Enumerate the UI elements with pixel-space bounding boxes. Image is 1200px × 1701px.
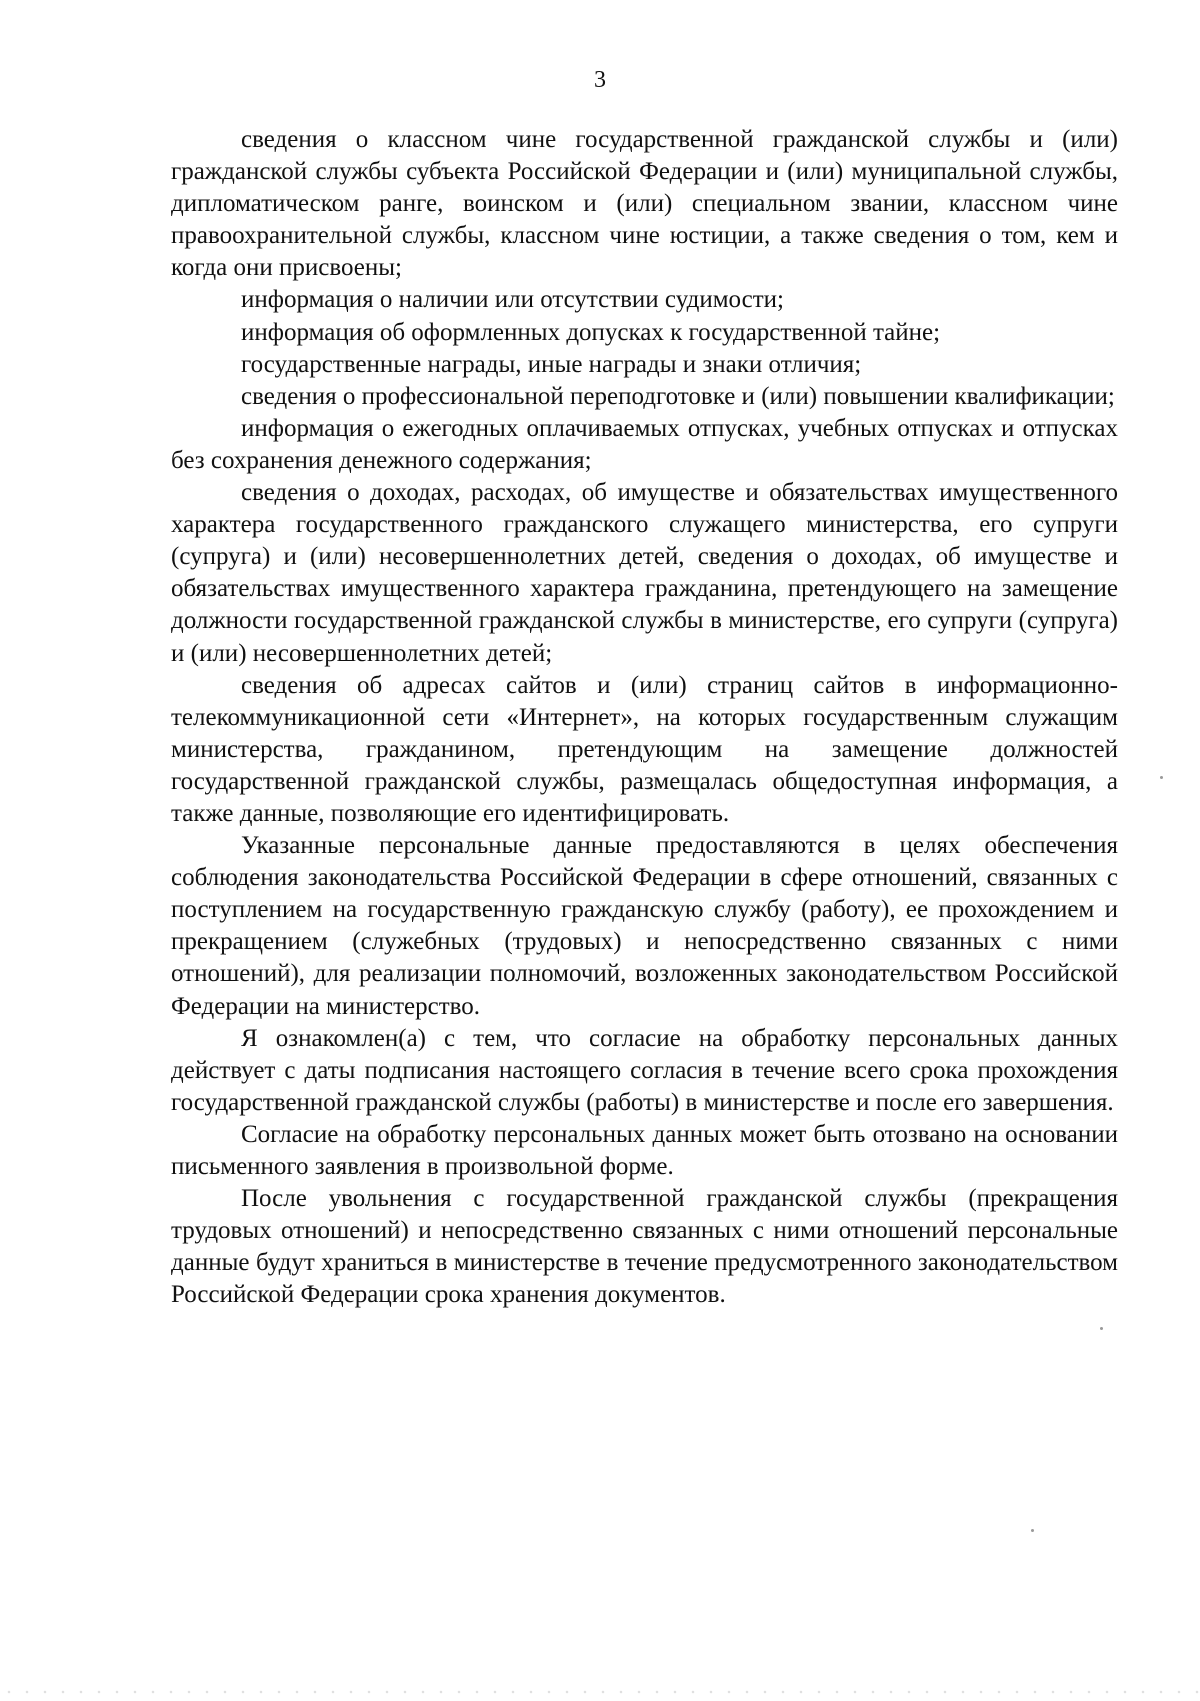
page-number: 3 — [594, 67, 606, 93]
scan-speck — [1100, 1327, 1103, 1330]
paragraph-awards: государственные награды, иные награды и знаки отличия; — [241, 350, 862, 378]
scan-speck — [1031, 1529, 1034, 1532]
paragraph-consent-withdrawal: Согласие на обработку персональных данных может быть отозвано на основании письменного заявления в произвольной форме. — [171, 1120, 1118, 1180]
paragraph-consent-validity: Я ознакомлен(а) с тем, что согласие на обработку персональных данных действует с даты подписания настоящего согласия в течение всего срока прохождения государственной гражданской службы (работы) в министерстве и после его завершения. — [171, 1024, 1118, 1116]
paragraph-criminal-record: информация о наличии или отсутствии судимости; — [241, 286, 785, 314]
paragraph-data-retention: После увольнения с государственной гражданской службы (прекращения трудовых отношений) и непосредственно связанных с ними отношений персональные данные будут храниться в министерстве в течение предусмотренного законодательством Российской Федерации срока хранения документов. — [171, 1185, 1118, 1309]
paragraph-class-rank: сведения о классном чине государственной гражданской службы и (или) гражданской службы субъекта Российской Федерации и (или) муниципальной службы, дипломатическом ранге, воинском и (или) специальном звании, классном чине правоохранительной службы, классном чине юстиции, а также сведения о том, кем и когда они присвоены; — [171, 126, 1118, 282]
paragraph-internet-sites: сведения об адресах сайтов и (или) страниц сайтов в информационно-телекоммуникационной сети «Интернет», на которых государственным служащим министерства, гражданином, претендующим на замещение должностей государственной гражданской службы, размещалась общедоступная информация, а также данные, позволяющие его идентифицировать. — [171, 671, 1118, 827]
paragraph-income-declaration: сведения о доходах, расходах, об имуществе и обязательствах имущественного характера государственного гражданского служащего министерства, его супруги (супруга) и (или) несовершеннолетних детей, сведения о доходах, об имуществе и обязательствах имущественного характера гражданина, претендующего на замещение должности государственной гражданской службы в министерстве, его супруги (супруга) и (или) несовершеннолетних детей; — [171, 479, 1118, 667]
scan-speck — [1160, 776, 1163, 779]
paragraph-professional-training: сведения о профессиональной переподготовке и (или) повышении квалификации; — [241, 382, 1115, 410]
paragraph-vacations: информация о ежегодных оплачиваемых отпусках, учебных отпусках и отпусках без сохранения денежного содержания; — [171, 414, 1118, 474]
scan-edge-bottom — [0, 1688, 1200, 1696]
scan-edge-top — [0, 0, 1200, 8]
paragraph-purpose: Указанные персональные данные предоставляются в целях обеспечения соблюдения законодательства Российской Федерации в сфере отношений, связанных с поступлением на государственную гражданскую службу (работу), ее прохождением и прекращением (служебных (трудовых) и непосредственно связанных с ними отношений), для реализации полномочий, возложенных законодательством Российской Федерации на министерство. — [171, 832, 1118, 1020]
paragraph-state-secret-clearance: информация об оформленных допусках к государственной тайне; — [241, 318, 941, 346]
document-body — [171, 124, 1118, 1311]
